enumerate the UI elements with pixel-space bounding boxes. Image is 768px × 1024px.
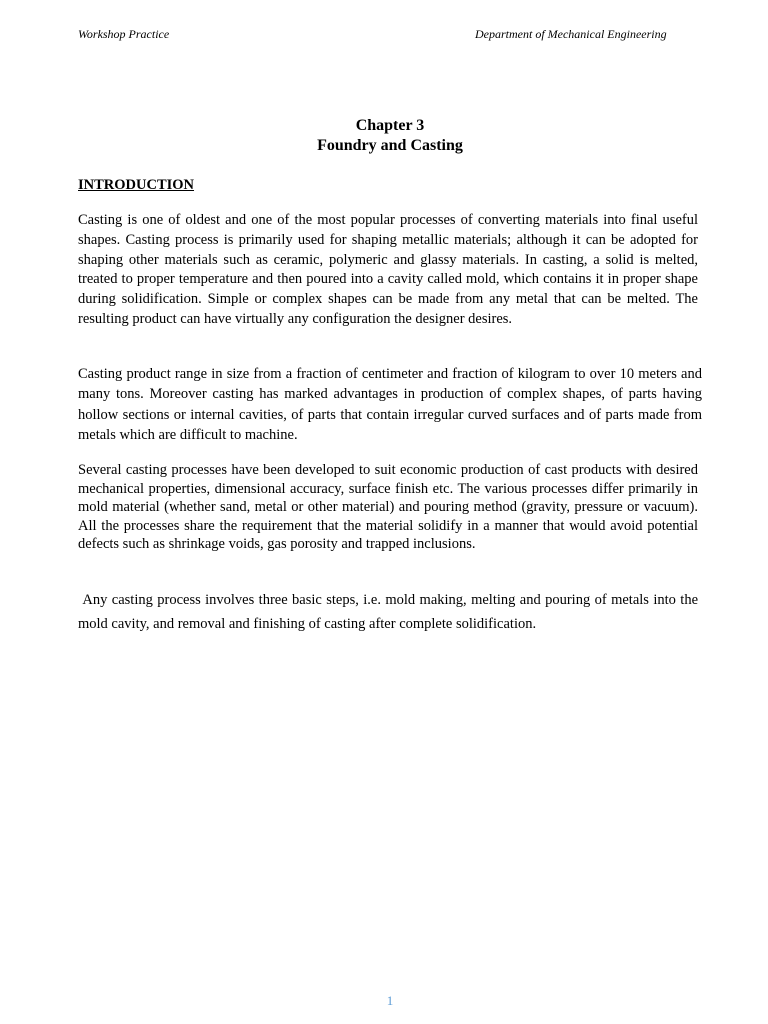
- paragraph-3: Several casting processes have been developed to suit economic production of cast products with desired mechanical properties, dimensional accuracy, surface finish etc. The various processes differ primarily in mold material (whether sand, metal or other material) and pouring method (gravity, pressure or vacuum). All the processes share the requirement that the material solidify in a manner that would avoid potential defects such as shrinkage voids, gas porosity and trapped inclusions.: [78, 462, 698, 553]
- section-heading: INTRODUCTION: [78, 177, 195, 193]
- chapter-title: Foundry and Casting: [317, 137, 463, 154]
- paragraph-4: Any casting process involves three basic steps, i.e. mold making, melting and pouring of metals into the mold cavity, and removal and finishing of casting after complete solidification.: [78, 592, 702, 632]
- page-header-left: Workshop Practice: [78, 27, 170, 41]
- paragraph-2: Casting product range in size from a fraction of centimeter and fraction of kilogram to over 10 meters and many tons. Moreover casting has marked advantages in production of complex shapes, of parts having hollow sections or internal cavities, of parts that contain irregular curved surfaces and of parts made from metals which are difficult to machine.: [78, 366, 702, 444]
- page-number: 1: [386, 993, 394, 1008]
- page-header-right: Department of Mechanical Engineering: [475, 27, 667, 41]
- chapter-number: Chapter 3: [355, 117, 425, 134]
- paragraph-1: Casting is one of oldest and one of the most popular processes of converting materials into final useful shapes. Casting process is primarily used for shaping metallic materials; although it can be adopted for shaping other materials such as ceramic, polymeric and glassy materials. In casting, a solid is melted, treated to proper temperature and then poured into a cavity called mold, which contains it in proper shape during solidification. Simple or complex shapes can be made from any metal that can be melted. The resulting product can have virtually any configuration the designer desires.: [78, 212, 698, 327]
